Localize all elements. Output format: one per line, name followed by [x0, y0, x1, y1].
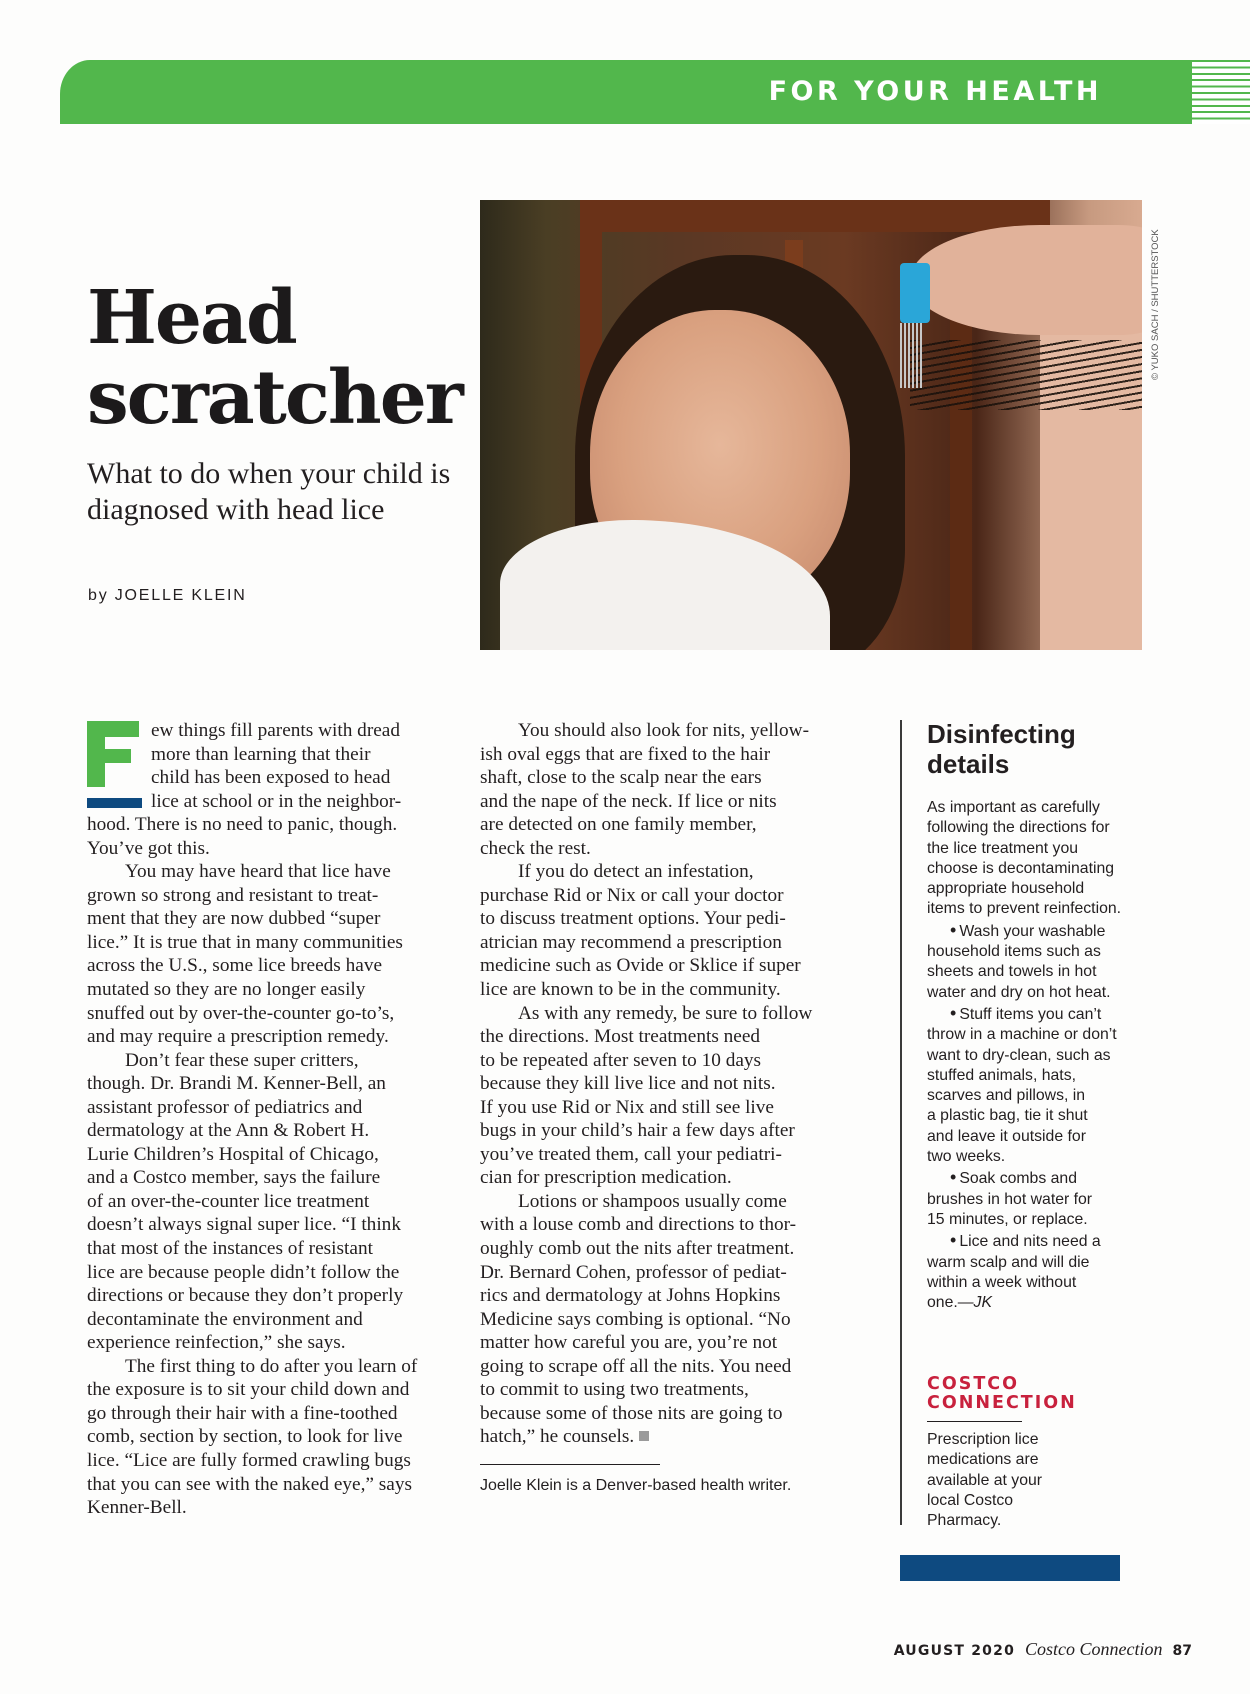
text-line: Lurie Children’s Hospital of Chicago,: [87, 1143, 379, 1165]
costco-connection-rule: [927, 1421, 1022, 1422]
text-line: of an over-the-counter lice treatment: [87, 1190, 370, 1212]
text-line: that most of the instances of resistant: [87, 1238, 373, 1260]
paragraph: [87, 1355, 447, 1520]
text-line: sheets and towels in hot: [927, 963, 1097, 981]
paragraph: [87, 1049, 447, 1355]
text-line: go through their hair with a fine-toothed: [87, 1402, 398, 1424]
text-line: to be repeated after seven to 10 days: [480, 1049, 762, 1071]
paragraph: [480, 1190, 840, 1449]
photo-chair-rail: [580, 200, 1050, 232]
dropcap-F: [87, 721, 139, 787]
photo-hair-strands: [910, 340, 1142, 410]
text-line: stuffed animals, hats,: [927, 1066, 1076, 1084]
text-line: warm scalp and will die: [927, 1253, 1090, 1271]
text-line: Prescription lice: [927, 1431, 1039, 1448]
issue-date: AUGUST 2020: [893, 1643, 1016, 1659]
text-line: ment that they are now dubbed “super: [87, 908, 381, 930]
text-line: to discuss treatment options. Your pedi-: [480, 908, 786, 930]
paragraph: [480, 719, 840, 860]
magazine-name: Costco Connection: [1025, 1639, 1163, 1659]
text-line: If you use Rid or Nix and still see live: [480, 1096, 774, 1118]
text-line: two weeks.: [927, 1148, 1006, 1166]
byline: by JOELLE KLEIN: [88, 587, 247, 604]
text-line: the directions. Most treatments need: [480, 1026, 761, 1048]
bullet-item: • Stuff items you can’t: [927, 1003, 1187, 1025]
text-line: and may require a prescription remedy.: [87, 1026, 389, 1048]
text-line: within a week without: [927, 1273, 1077, 1291]
text-line: household items such as: [927, 943, 1101, 961]
text-line: you’ve treated them, call your pediatri-: [480, 1143, 782, 1165]
text-line: bugs in your child’s hair a few days after: [480, 1120, 795, 1142]
text-line: though. Dr. Brandi M. Kenner-Bell, an: [87, 1073, 386, 1095]
text-line: check the rest.: [480, 837, 591, 859]
text-line: and a Costco member, says the failure: [87, 1167, 381, 1189]
article-column-1: [87, 719, 447, 1520]
text-line: As with any remedy, be sure to follow: [518, 1002, 813, 1024]
text-line: atrician may recommend a prescription: [480, 931, 782, 953]
text-line: grown so strong and resistant to treat-: [87, 884, 379, 906]
lice-comb-teeth: [900, 323, 922, 388]
text-line: ew things fill parents with dread: [151, 720, 400, 741]
text-line: Medicine says combing is optional. “No: [480, 1308, 791, 1330]
paragraph: [480, 860, 840, 1001]
cc-title-line: CONNECTION: [927, 1393, 1077, 1413]
text-line: lice at school or in the neighbor-: [151, 790, 402, 812]
dropcap-accent-bar: [87, 798, 142, 808]
text-line: Lotions or shampoos usually come: [518, 1190, 787, 1212]
text-line: doesn’t always signal super lice. “I think: [87, 1214, 401, 1236]
text-line: more than learning that their: [151, 743, 371, 765]
text-line: medicine such as Ovide or Sklice if super: [480, 955, 801, 977]
text-line: decontaminate the environment and: [87, 1308, 363, 1330]
text-line: one.—JK: [927, 1294, 992, 1312]
text-line: following the directions for: [927, 819, 1110, 837]
text-line: appropriate household: [927, 880, 1085, 898]
text-line: the lice treatment you: [927, 839, 1079, 857]
text-line: hood. There is no need to panic, though.: [87, 814, 398, 836]
photo-credit: [1150, 200, 1164, 380]
text-line: hatch,” he counsels.: [480, 1425, 840, 1449]
text-line: ish oval eggs that are fixed to the hair: [480, 743, 771, 765]
text-line: lice are known to be in the community.: [480, 979, 781, 1001]
sidebar-title: [927, 719, 1076, 779]
bullet-item: • Wash your washable: [927, 920, 1187, 942]
sidebar-title-line: details: [927, 749, 1010, 779]
text-line: directions or because they don’t properly: [87, 1285, 404, 1307]
text-line: matter how careful you are, you’re not: [480, 1332, 778, 1354]
text-line: mutated so they are no longer easily: [87, 979, 366, 1001]
photo-hand: [910, 225, 1142, 335]
article-column-2: [480, 719, 840, 1449]
text-line: snuffed out by over-the-counter go-to’s,: [87, 1002, 395, 1024]
author-bio: Joelle Klein is a Denver-based health writer.: [480, 1477, 792, 1494]
text-line: want to dry-clean, such as: [927, 1046, 1111, 1064]
sidebar-body: [927, 798, 1187, 1313]
section-header-title: FOR YOUR HEALTH: [768, 76, 1102, 107]
page-number: 87: [1172, 1643, 1192, 1659]
paragraph: [480, 1002, 840, 1190]
text-line: water and dry on hot heat.: [927, 983, 1111, 1001]
text-line: comb, section by section, to look for live: [87, 1426, 403, 1448]
text-line: with a louse comb and directions to thor-: [480, 1214, 797, 1236]
text-line: medications are: [927, 1451, 1039, 1469]
deck: What to do when your child is diagnosed with head lice: [87, 457, 451, 526]
text-line: because some of those nits are going to: [480, 1402, 783, 1424]
text-line: You may have heard that lice have: [125, 861, 391, 883]
text-line: scarves and pillows, in: [927, 1087, 1086, 1105]
text-line: lice are because people didn’t follow the: [87, 1261, 400, 1283]
bio-rule: [480, 1464, 660, 1465]
text-line: purchase Rid or Nix or call your doctor: [480, 884, 784, 906]
opening-paragraph: [87, 719, 447, 860]
sidebar-divider: [900, 720, 902, 1525]
text-line: items to prevent reinfection.: [927, 900, 1122, 918]
section-header-stripes: [1190, 60, 1250, 124]
article-photo: [480, 200, 1142, 650]
text-line: Kenner-Bell.: [87, 1497, 187, 1519]
headline-line: Head: [87, 275, 296, 361]
text-line: local Costco: [927, 1491, 1014, 1509]
text-line: because they kill live lice and not nits.: [480, 1073, 776, 1095]
photo-credit-text: © YUKO SACH / SHUTTERSTOCK: [1150, 229, 1161, 380]
text-line: throw in a machine or don’t: [927, 1026, 1117, 1044]
text-line: available at your: [927, 1471, 1043, 1489]
text-line: across the U.S., some lice breeds have: [87, 955, 383, 977]
text-line: Dr. Bernard Cohen, professor of pediat-: [480, 1261, 787, 1283]
text-line: to commit to using two treatments,: [480, 1379, 749, 1401]
text-line: brushes in hot water for: [927, 1190, 1093, 1208]
text-line: the exposure is to sit your child down and: [87, 1379, 410, 1401]
text-line: As important as carefully: [927, 799, 1100, 816]
cc-title-line: COSTCO: [927, 1374, 1019, 1394]
sidebar-title-line: Disinfecting: [927, 719, 1076, 749]
text-line: and the nape of the neck. If lice or nits: [480, 790, 777, 812]
text-line: If you do detect an infestation,: [518, 861, 754, 883]
signoff-initials: JK: [973, 1294, 992, 1312]
paragraph: [87, 860, 447, 1048]
text-line: assistant professor of pediatrics and: [87, 1096, 363, 1118]
text-line: dermatology at the Ann & Robert H.: [87, 1120, 370, 1142]
text-line: cian for prescription medication.: [480, 1167, 732, 1189]
headline-line: scratcher: [87, 355, 462, 441]
text-line: child has been exposed to head: [151, 767, 391, 789]
headline: [87, 275, 462, 441]
text-line: You should also look for nits, yellow-: [518, 720, 810, 741]
bullet-item: • Lice and nits need a: [927, 1230, 1187, 1252]
text-line: are detected on one family member,: [480, 814, 757, 836]
end-of-article-mark: [639, 1431, 649, 1441]
text-line: Don’t fear these super critters,: [125, 1049, 359, 1071]
bullet-item: • Soak combs and: [927, 1167, 1187, 1189]
text-line: rics and dermatology at Johns Hopkins: [480, 1285, 781, 1307]
lice-comb-handle: [900, 263, 930, 323]
text-line: lice.” It is true that in many communities: [87, 931, 403, 953]
folio: [894, 1639, 1192, 1660]
text-line: and leave it outside for: [927, 1127, 1086, 1145]
text-line: a plastic bag, tie it shut: [927, 1107, 1088, 1125]
text-line: The first thing to do after you learn of: [125, 1355, 418, 1377]
text-line: shaft, close to the scalp near the ears: [480, 767, 762, 789]
text-line: lice. “Lice are fully formed crawling bugs: [87, 1449, 411, 1471]
text-line: going to scrape off all the nits. You need: [480, 1355, 792, 1377]
costco-connection-title: [927, 1375, 1077, 1413]
costco-connection-body: [927, 1430, 1127, 1531]
text-line: oughly comb out the nits after treatment.: [480, 1238, 795, 1260]
text-line: choose is decontaminating: [927, 859, 1115, 877]
text-line: 15 minutes, or replace.: [927, 1210, 1088, 1228]
text-line: Pharmacy.: [927, 1512, 1002, 1530]
sidebar-navy-bar: [900, 1555, 1120, 1581]
text-line: that you can see with the naked eye,” says: [87, 1473, 412, 1495]
text-line: experience reinfection,” she says.: [87, 1332, 346, 1354]
text-line: You’ve got this.: [87, 837, 210, 859]
